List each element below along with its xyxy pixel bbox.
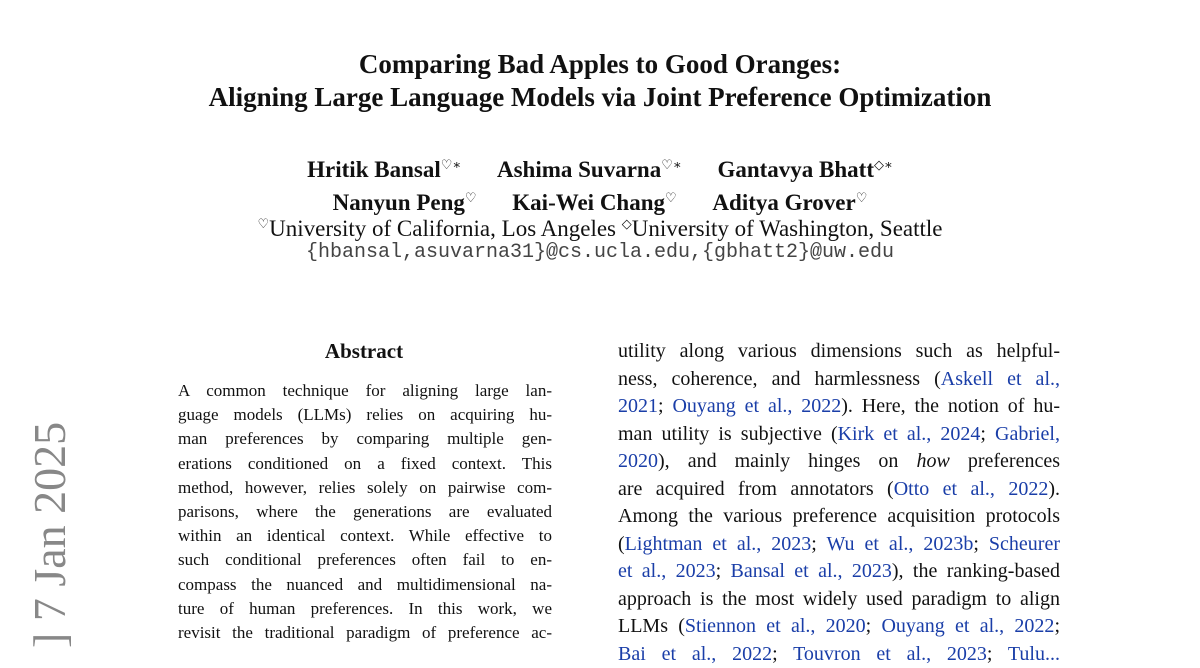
abstract-line: ture of human preferences. In this work, we bbox=[178, 597, 552, 621]
abstract-line: A common technique for aligning large lan- bbox=[178, 379, 552, 403]
abstract-line: parisons, where the generations are evaluated bbox=[178, 500, 552, 524]
body-line: 2020), and mainly hinges on how preferences bbox=[618, 448, 1060, 476]
citation-link[interactable]: 2021 bbox=[618, 395, 658, 417]
citation-link[interactable]: Scheurer bbox=[989, 533, 1060, 555]
citation-link[interactable]: Stiennon et al., 2020 bbox=[685, 615, 866, 637]
body-line: 2021; Ouyang et al., 2022). Here, the notion of hu- bbox=[618, 393, 1060, 421]
author: Ashima Suvarna♡∗ bbox=[497, 157, 682, 182]
author: Gantavya Bhatt◇∗ bbox=[717, 157, 892, 182]
citation-link[interactable]: Bansal et al., 2023 bbox=[731, 560, 892, 582]
abstract-line: within an identical context. While effective to bbox=[178, 524, 552, 548]
author: Hritik Bansal♡∗ bbox=[307, 157, 461, 182]
intro-column bbox=[618, 338, 1060, 668]
author-list bbox=[0, 151, 1200, 217]
abstract-line: compass the nuanced and multidimensional na- bbox=[178, 573, 552, 597]
body-line: et al., 2023; Bansal et al., 2023), the ranking-based bbox=[618, 558, 1060, 586]
citation-link[interactable]: Ouyang et al., 2022 bbox=[672, 395, 841, 417]
citation-link[interactable]: Bai et al., 2022 bbox=[618, 643, 772, 665]
citation-link[interactable]: Askell et al., bbox=[941, 368, 1060, 390]
citation-link[interactable]: Lightman et al., 2023 bbox=[625, 533, 812, 555]
citation-link[interactable]: Gabriel, bbox=[995, 423, 1060, 445]
author-row-1 bbox=[0, 151, 1200, 184]
arxiv-side-stamp: ] 7 Jan 2025 bbox=[20, 408, 80, 648]
title-line-1: Comparing Bad Apples to Good Oranges: bbox=[0, 48, 1200, 81]
citation-link[interactable]: Ouyang et al., 2022 bbox=[881, 615, 1054, 637]
body-line: utility along various dimensions such as helpful- bbox=[618, 338, 1060, 366]
abstract-text bbox=[178, 379, 552, 645]
title-line-2: Aligning Large Language Models via Joint Preference Optimization bbox=[0, 81, 1200, 114]
abstract-line: revisit the traditional paradigm of preference ac- bbox=[178, 621, 552, 645]
abstract-heading: Abstract bbox=[178, 338, 550, 364]
author: Nanyun Peng♡ bbox=[333, 190, 477, 215]
author-emails: {hbansal,asuvarna31}@cs.ucla.edu,{gbhatt2}@uw.edu bbox=[0, 240, 1200, 266]
citation-link[interactable]: Tulu... bbox=[1008, 643, 1060, 665]
citation-link[interactable]: Otto et al., 2022 bbox=[894, 478, 1049, 500]
body-line: Bai et al., 2022; Touvron et al., 2023; Tulu... bbox=[618, 641, 1060, 668]
abstract-line: man preferences by comparing multiple gen- bbox=[178, 427, 552, 451]
body-line: man utility is subjective (Kirk et al., 2024; Gabriel, bbox=[618, 421, 1060, 449]
citation-link[interactable]: et al., 2023 bbox=[618, 560, 716, 582]
author: Kai-Wei Chang♡ bbox=[512, 190, 676, 215]
author: Aditya Grover♡ bbox=[712, 190, 867, 215]
citation-link[interactable]: Wu et al., 2023b bbox=[826, 533, 973, 555]
body-line: LLMs (Stiennon et al., 2020; Ouyang et al., 2022; bbox=[618, 613, 1060, 641]
citation-link[interactable]: Kirk et al., 2024 bbox=[838, 423, 981, 445]
body-line: approach is the most widely used paradigm to align bbox=[618, 586, 1060, 614]
body-line: are acquired from annotators (Otto et al., 2022). bbox=[618, 476, 1060, 504]
affiliations: ♡University of California, Los Angeles ◇University of Washington, Seattle bbox=[0, 210, 1200, 243]
abstract-line: such conditional preferences often fail to en- bbox=[178, 548, 552, 572]
citation-link[interactable]: Touvron et al., 2023 bbox=[793, 643, 987, 665]
body-line: (Lightman et al., 2023; Wu et al., 2023b; Scheurer bbox=[618, 531, 1060, 559]
citation-link[interactable]: 2020 bbox=[618, 450, 658, 472]
abstract-line: method, however, relies solely on pairwise com- bbox=[178, 476, 552, 500]
body-line: ness, coherence, and harmlessness (Askell et al., bbox=[618, 366, 1060, 394]
body-line: Among the various preference acquisition protocols bbox=[618, 503, 1060, 531]
abstract-line: guage models (LLMs) relies on acquiring hu- bbox=[178, 403, 552, 427]
abstract-line: erations conditioned on a fixed context. This bbox=[178, 452, 552, 476]
paper-title bbox=[0, 48, 1200, 114]
